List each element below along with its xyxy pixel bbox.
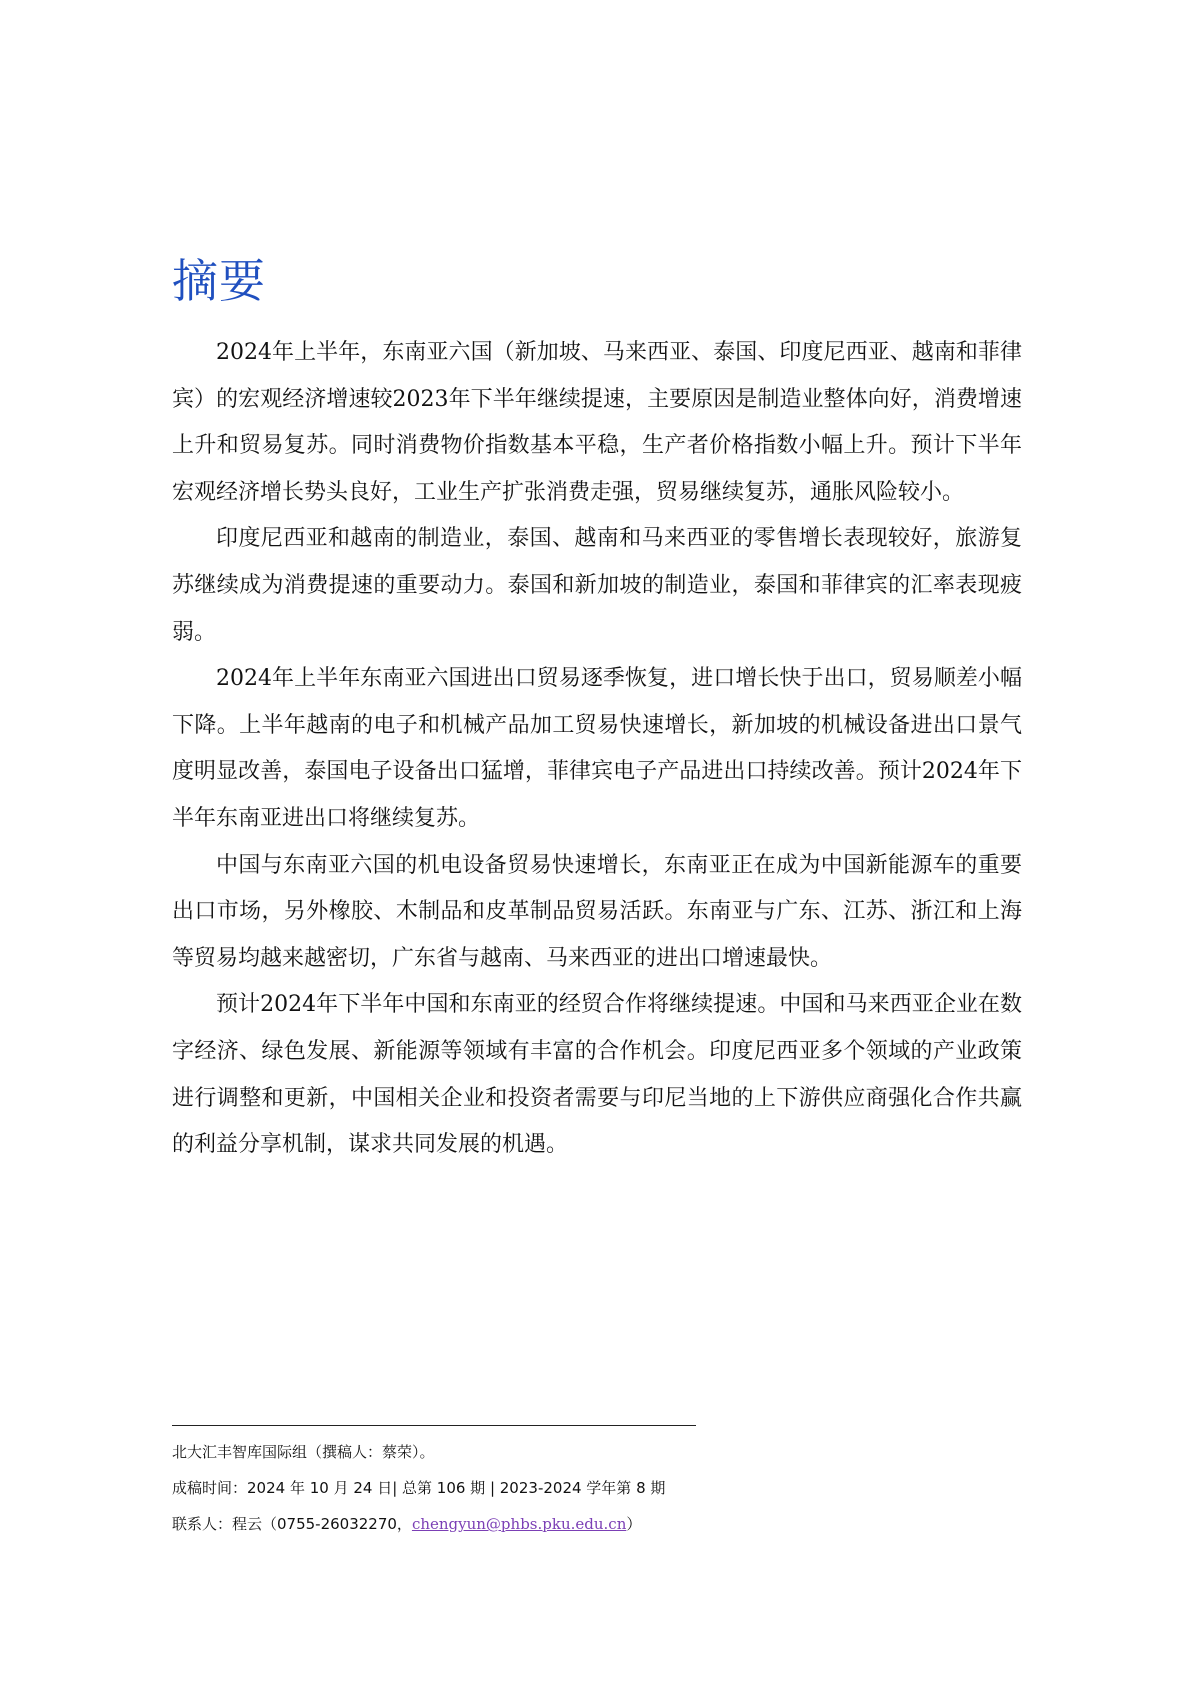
- abstract-paragraph: 印度尼西亚和越南的制造业，泰国、越南和马来西亚的零售增长表现较好，旅游复苏继续成为消费提速的重要动力。泰国和新加坡的制造业，泰国和菲律宾的汇率表现疲弱。: [172, 526, 1022, 645]
- footnote-author: 北大汇丰智库国际组（撰稿人：蔡荣）。: [172, 1443, 435, 1461]
- footnote-date: 成稿时间：2024 年 10 月 24 日| 总第 106 期 | 2023-2024 学年第 8 期: [172, 1479, 666, 1497]
- footnote-divider: [172, 1425, 696, 1426]
- abstract-paragraph: 2024年上半年东南亚六国进出口贸易逐季恢复，进口增长快于出口，贸易顺差小幅下降。上半年越南的电子和机械产品加工贸易快速增长，新加坡的机械设备进出口景气度明显改善，泰国电子设备出口猛增，菲律宾电子产品进出口持续改善。预计2024年下半年东南亚进出口将继续复苏。: [172, 666, 1022, 831]
- abstract-body: [172, 330, 1022, 1169]
- contact-suffix: ）: [626, 1515, 642, 1533]
- abstract-paragraph: 预计2024年下半年中国和东南亚的经贸合作将继续提速。中国和马来西亚企业在数字经济、绿色发展、新能源等领域有丰富的合作机会。印度尼西亚多个领域的产业政策进行调整和更新，中国相关企业和投资者需要与印尼当地的上下游供应商强化合作共赢的利益分享机制，谋求共同发展的机遇。: [172, 992, 1022, 1158]
- footnotes: [172, 1434, 972, 1542]
- contact-email-link[interactable]: chengyun@phbs.pku.edu.cn: [411, 1515, 627, 1533]
- abstract-paragraph: 2024年上半年，东南亚六国（新加坡、马来西亚、泰国、印度尼西亚、越南和菲律宾）的宏观经济增速较2023年下半年继续提速，主要原因是制造业整体向好，消费增速上升和贸易复苏。同时消费物价指数基本平稳，生产者价格指数小幅上升。预计下半年宏观经济增长势头良好，工业生产扩张消费走强，贸易继续复苏，通胀风险较小。: [172, 340, 1022, 505]
- footnote-contact: [172, 1506, 972, 1542]
- contact-prefix: 联系人：程云（0755-26032270，: [172, 1515, 412, 1533]
- abstract-heading: 摘要: [172, 254, 266, 308]
- abstract-paragraph: 中国与东南亚六国的机电设备贸易快速增长，东南亚正在成为中国新能源车的重要出口市场，另外橡胶、木制品和皮革制品贸易活跃。东南亚与广东、江苏、浙江和上海等贸易均越来越密切，广东省与越南、马来西亚的进出口增速最快。: [172, 852, 1022, 971]
